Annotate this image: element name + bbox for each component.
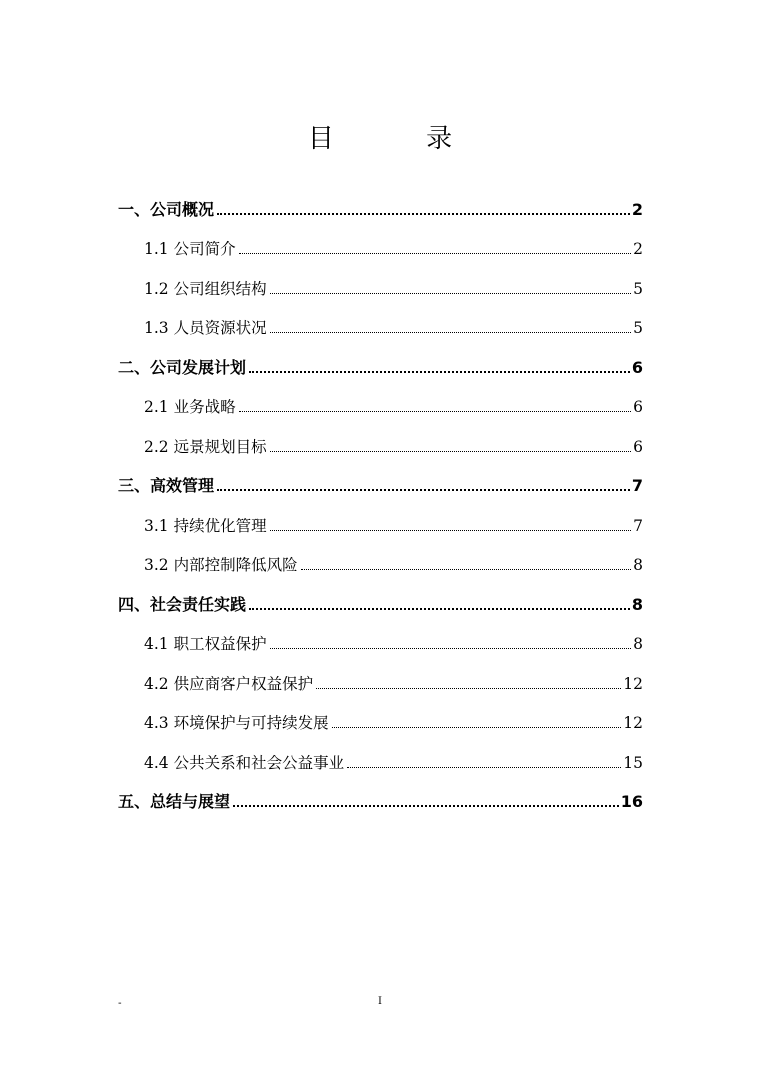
toc-entry-label: 3.2 内部控制降低风险 bbox=[144, 556, 298, 574]
toc-subsection-entry[interactable] bbox=[118, 220, 643, 260]
toc-title: 目 录 bbox=[307, 124, 495, 154]
toc-section-entry[interactable] bbox=[118, 338, 643, 378]
toc-entry-label: 1.1 公司简介 bbox=[144, 240, 236, 258]
toc-dot-leader bbox=[239, 411, 632, 412]
toc-entry-page-number: 8 bbox=[633, 635, 643, 653]
toc-subsection-entry[interactable] bbox=[118, 378, 643, 418]
toc-subsection-entry[interactable] bbox=[118, 536, 643, 576]
toc-entry-page-number: 7 bbox=[631, 476, 643, 495]
toc-subsection-entry[interactable] bbox=[118, 496, 643, 536]
footer-left-mark: - bbox=[118, 998, 122, 1009]
toc-dot-leader bbox=[249, 608, 630, 610]
toc-entry-label: 3.1 持续优化管理 bbox=[144, 516, 267, 535]
toc-dot-leader bbox=[270, 530, 632, 531]
toc-entry-page-number: 7 bbox=[633, 516, 643, 535]
table-of-contents bbox=[118, 180, 643, 812]
toc-entry-label: 4.3 环境保护与可持续发展 bbox=[144, 714, 329, 732]
toc-entry-label: 三、高效管理 bbox=[118, 476, 215, 495]
toc-entry-label: 4.1 职工权益保护 bbox=[144, 635, 267, 653]
toc-dot-leader bbox=[217, 213, 630, 215]
toc-entry-page-number: 5 bbox=[633, 279, 643, 298]
toc-entry-label: 一、公司概况 bbox=[118, 199, 215, 219]
toc-entry-page-number: 6 bbox=[631, 357, 643, 377]
toc-entry-label: 1.2 公司组织结构 bbox=[144, 279, 267, 298]
toc-entry-page-number: 6 bbox=[633, 398, 643, 416]
toc-dot-leader bbox=[233, 805, 619, 807]
toc-dot-leader bbox=[316, 688, 621, 689]
toc-entry-page-number: 6 bbox=[633, 437, 643, 456]
toc-dot-leader bbox=[249, 371, 630, 373]
toc-section-entry[interactable] bbox=[118, 575, 643, 615]
toc-entry-label: 4.2 供应商客户权益保护 bbox=[144, 674, 314, 693]
toc-entry-label: 2.1 业务战略 bbox=[144, 398, 236, 416]
toc-section-entry[interactable] bbox=[118, 457, 643, 497]
toc-subsection-entry[interactable] bbox=[118, 299, 643, 339]
toc-entry-page-number: 16 bbox=[620, 792, 643, 811]
toc-entry-label: 二、公司发展计划 bbox=[118, 357, 247, 377]
toc-dot-leader bbox=[270, 451, 632, 452]
toc-entry-page-number: 12 bbox=[623, 674, 643, 693]
toc-entry-label: 四、社会责任实践 bbox=[118, 594, 247, 614]
toc-entry-page-number: 15 bbox=[623, 753, 643, 772]
toc-subsection-entry[interactable] bbox=[118, 654, 643, 694]
toc-subsection-entry[interactable] bbox=[118, 694, 643, 734]
toc-entry-label: 4.4 公共关系和社会公益事业 bbox=[144, 753, 345, 772]
toc-entry-page-number: 8 bbox=[633, 556, 643, 574]
toc-dot-leader bbox=[217, 489, 630, 491]
toc-subsection-entry[interactable] bbox=[118, 417, 643, 457]
toc-entry-label: 1.3 人员资源状况 bbox=[144, 319, 267, 337]
toc-entry-page-number: 2 bbox=[633, 240, 643, 258]
toc-dot-leader bbox=[239, 253, 632, 254]
toc-dot-leader bbox=[270, 293, 632, 294]
toc-subsection-entry[interactable] bbox=[118, 615, 643, 655]
toc-subsection-entry[interactable] bbox=[118, 259, 643, 299]
footer-page-number: I bbox=[378, 996, 382, 1007]
toc-section-entry[interactable] bbox=[118, 773, 643, 813]
toc-entry-label: 五、总结与展望 bbox=[118, 792, 231, 811]
toc-dot-leader bbox=[332, 727, 622, 728]
toc-dot-leader bbox=[301, 569, 632, 570]
toc-dot-leader bbox=[270, 648, 632, 649]
toc-section-entry[interactable] bbox=[118, 180, 643, 220]
toc-entry-page-number: 5 bbox=[633, 319, 643, 337]
toc-entry-page-number: 8 bbox=[631, 594, 643, 614]
toc-dot-leader bbox=[270, 332, 632, 333]
toc-entry-page-number: 2 bbox=[631, 199, 643, 219]
toc-dot-leader bbox=[347, 767, 621, 768]
toc-subsection-entry[interactable] bbox=[118, 733, 643, 773]
toc-entry-label: 2.2 远景规划目标 bbox=[144, 437, 267, 456]
toc-entry-page-number: 12 bbox=[623, 714, 643, 732]
